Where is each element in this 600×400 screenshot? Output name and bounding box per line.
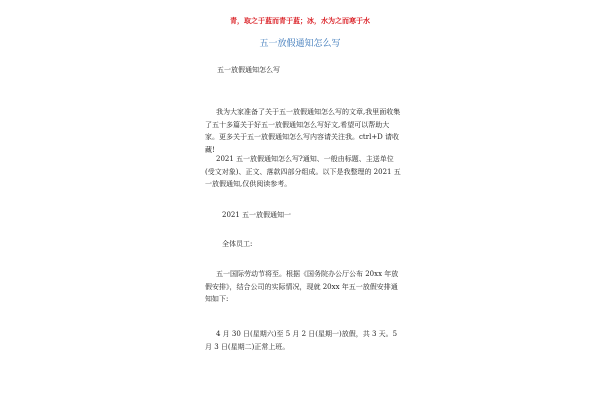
page-title: 五一放假通知怎么写 — [259, 39, 341, 49]
notice-paragraph: 五一国际劳动节将至。根据《国务院办公厅公布 20xx 年放假安排》，结合公司的实际情况，现就 20xx 年五一放假安排通知如下: — [205, 270, 399, 303]
notice-heading: 2021 五一放假通知一 — [222, 211, 292, 219]
salutation: 全体员工: — [222, 240, 253, 248]
schedule-paragraph: 4 月 30 日(星期六)至 5 月 2 日(星期一)放假，共 3 天。5 月 3 日(星期二)正常上班。 — [205, 330, 398, 351]
intro-paragraph: 我为大家准备了关于五一放假通知怎么写的文章,我里面收集了五十多篇关于好五一放假通知怎么写好文,希望可以帮助大家。更多关于五一放假通知怎么写内容请关注我。ctrl+D 请收藏! — [205, 108, 401, 154]
structure-paragraph: 2021 五一放假通知怎么写?通知、一般由标题、主送单位(受文对象)、正文、落款四部分组成。以下是我整理的 2021 五一放假通知,仅供阅读参考。 — [205, 155, 401, 188]
watermark-quote: 青，取之于蓝而青于蓝；冰，水为之而寒于水 — [230, 17, 370, 25]
document-subtitle: 五一放假通知怎么写 — [217, 66, 280, 74]
